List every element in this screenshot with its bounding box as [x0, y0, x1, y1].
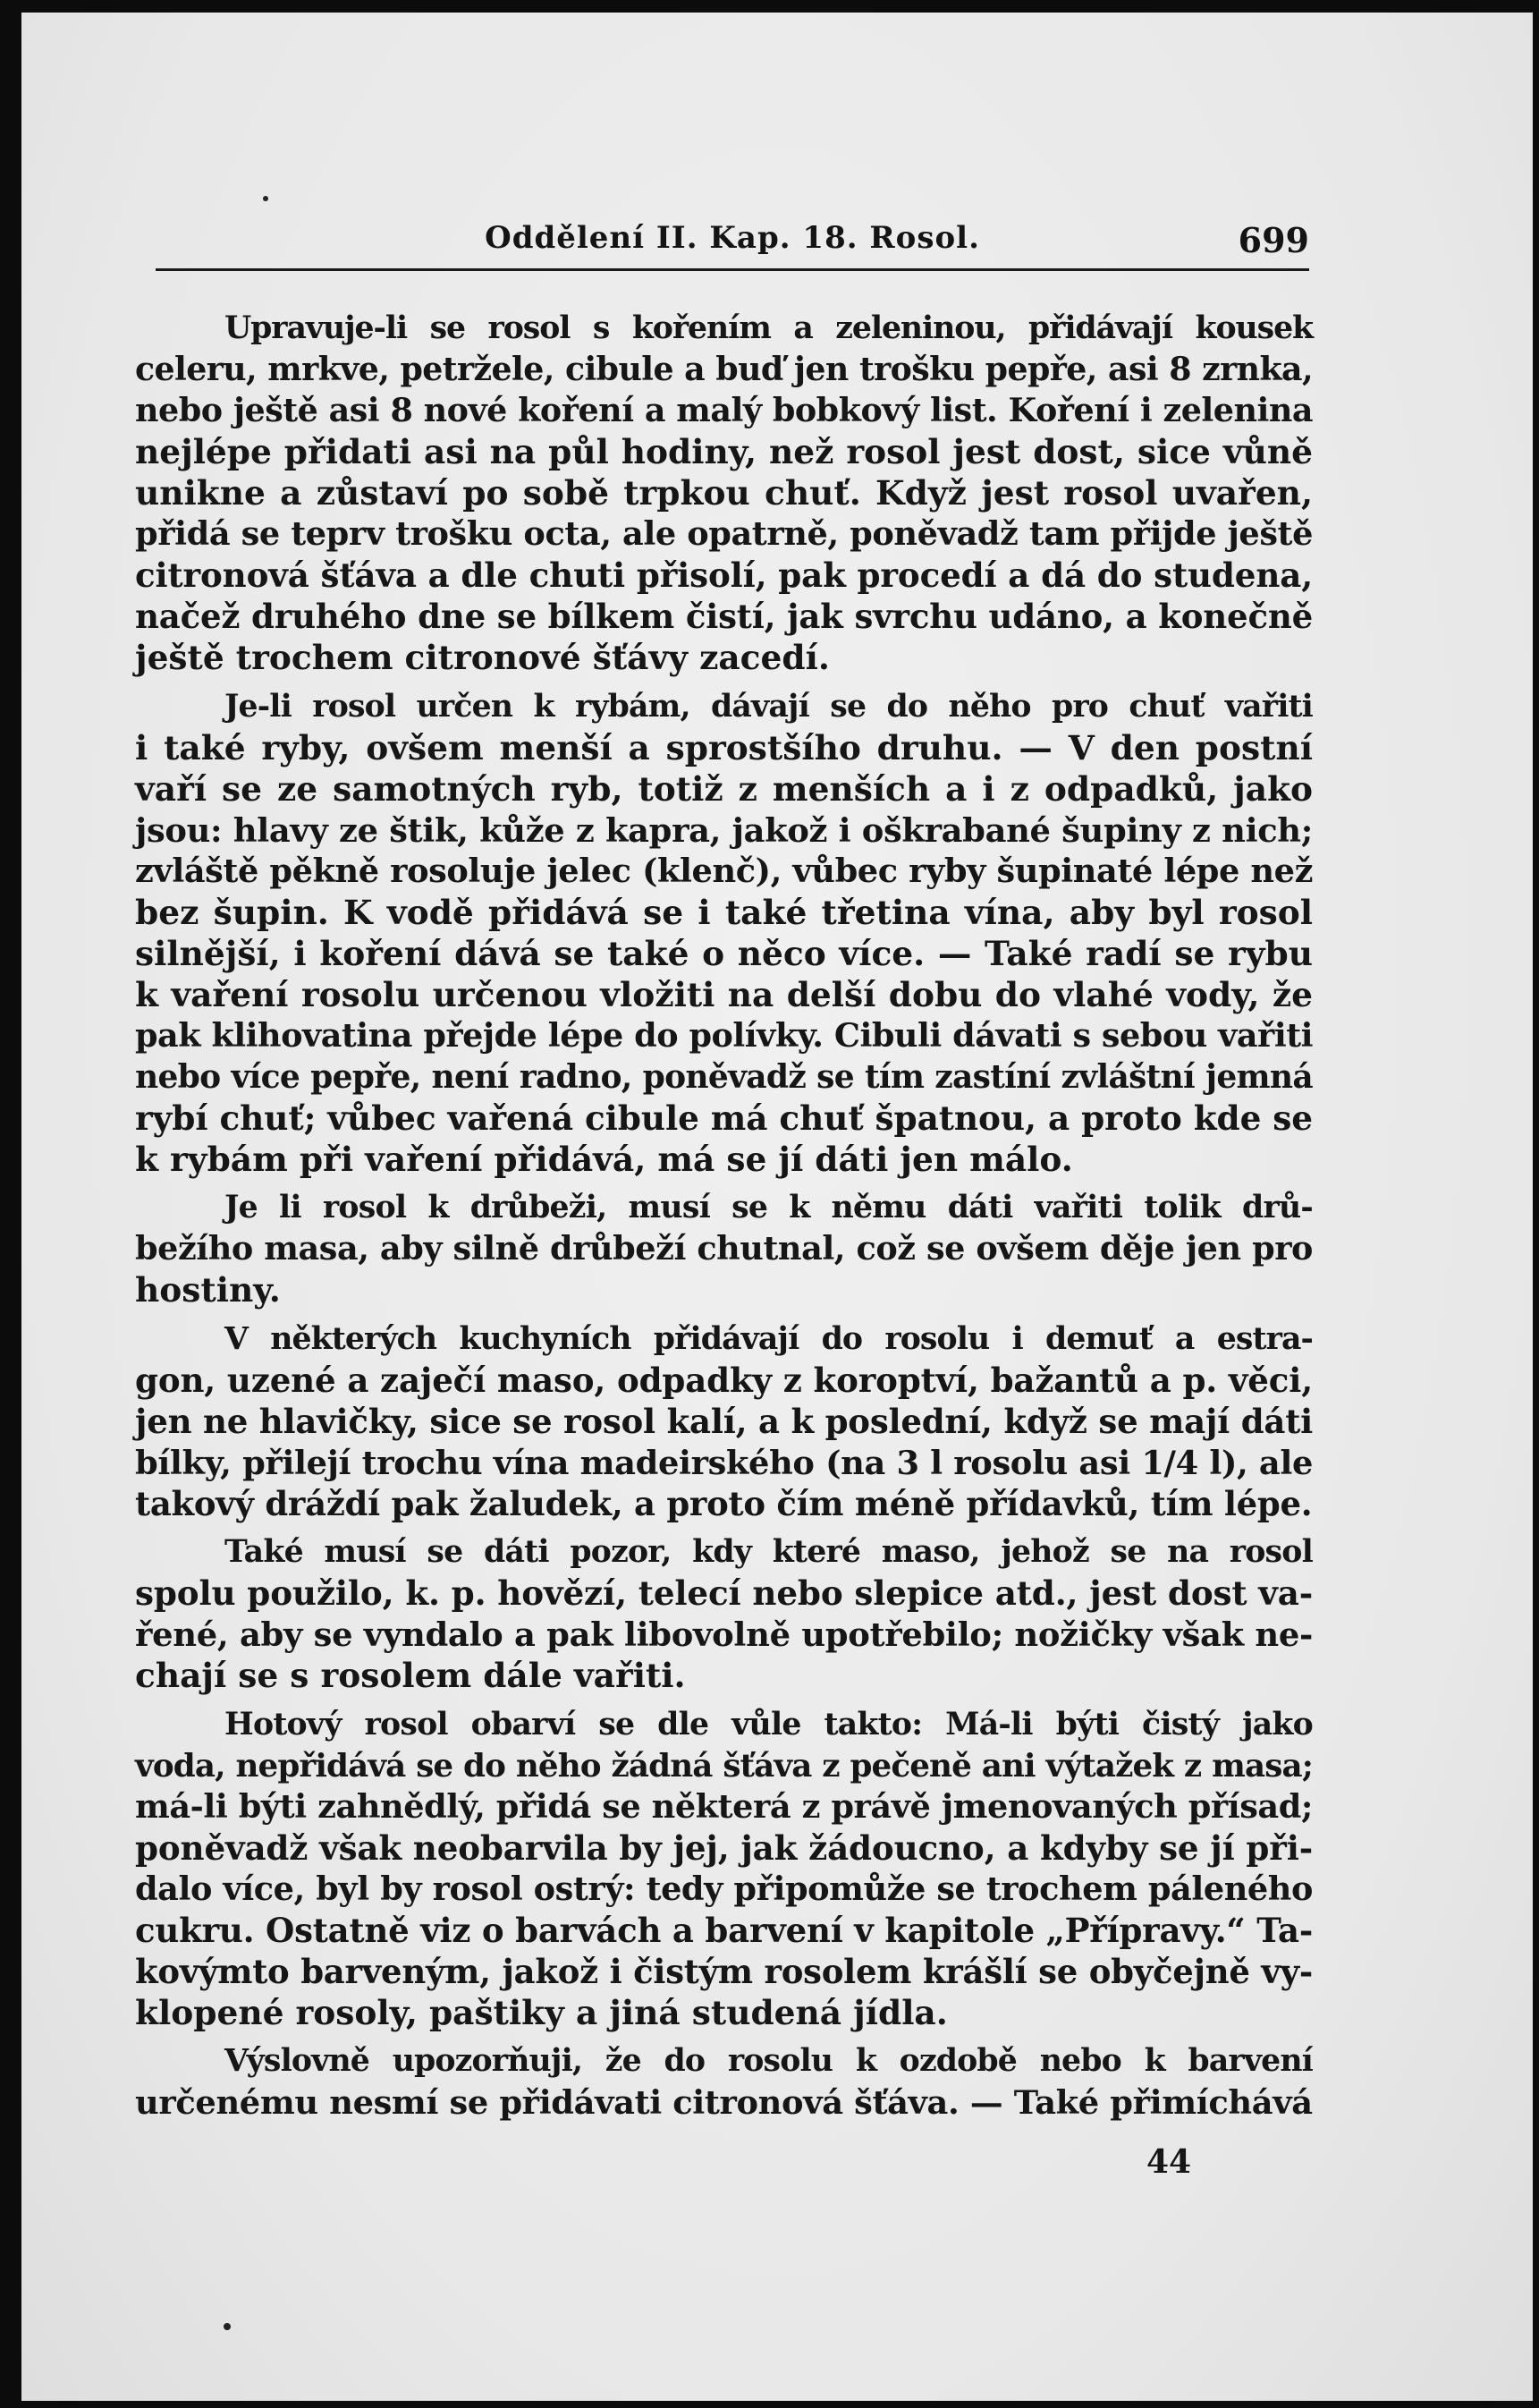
text-line: nebo více pepře, není radno, poněvadž se tím zastíní zvláštní jemná: [135, 1057, 1313, 1096]
paragraph: [135, 1531, 1313, 1696]
text-line: spolu použilo, k. p. hovězí, telecí nebo slepice atd., jest dost va-: [135, 1573, 1314, 1613]
text-line: bez šupin. K vodě přidává se i také třetina vína, aby byl rosol: [135, 892, 1313, 932]
text-line: celeru, mrkve, petržele, cibule a buď jen trošku pepře, asi 8 zrnka,: [135, 350, 1313, 388]
text-line: nebo ještě asi 8 nové koření a malý bobkový list. Koření i zelenina: [135, 391, 1313, 429]
ink-speck: [224, 2323, 231, 2330]
text-line: gon, uzené a zaječí maso, odpadky z koroptví, bažantů a p. věci,: [135, 1360, 1313, 1400]
body-text: [135, 308, 1313, 2131]
text-line: Výslovně upozorňuji, že do rosolu k ozdobě nebo k barvení: [224, 2042, 1313, 2079]
text-line: Hotový rosol obarví se dle vůle takto: Má-li býti čistý jako: [224, 1705, 1313, 1742]
page-number: 699: [1238, 220, 1309, 260]
paragraph: [135, 686, 1313, 1180]
text-line: silnější, i koření dává se také o něco více. — Také radí se rybu: [135, 933, 1313, 973]
paragraph: [135, 1187, 1313, 1310]
text-line: pak klihovatina přejde lépe do polívky. Cibuli dávati s sebou vařiti: [135, 1015, 1313, 1055]
text-line: hostiny.: [135, 1270, 281, 1310]
text-line: ještě trochem citronové šťávy zacedí.: [135, 638, 830, 677]
book-page: [21, 13, 1533, 2401]
text-line: V některých kuchyních přidávají do rosolu i demuť a estra-: [224, 1319, 1313, 1357]
text-line: rybí chuť; vůbec vařená cibule má chuť špatnou, a proto kde se: [135, 1098, 1313, 1138]
text-line: Je-li rosol určen k rybám, dávají se do něho pro chuť vařiti: [224, 687, 1313, 725]
text-line: jsou: hlavy ze štik, kůže z kapra, jakož i oškrabané šupiny z nich;: [135, 810, 1313, 850]
text-line: voda, nepřidává se do něho žádná šťáva z pečeně ani výtažek z masa;: [135, 1746, 1313, 1785]
sheet-signature: 44: [1146, 2143, 1192, 2181]
page-header: [156, 215, 1309, 271]
text-line: Upravuje-li se rosol s kořením a zeleninou, přidávají kousek: [224, 309, 1313, 346]
text-line: klopené rosoly, paštiky a jiná studená jídla.: [135, 1992, 948, 2032]
paragraph: [135, 1704, 1313, 2033]
text-line: Je li rosol k drůbeži, musí se k němu dáti vařiti tolik drů-: [224, 1189, 1313, 1225]
text-line: citronová šťáva a dle chuti přisolí, pak procedí a dá do studena,: [135, 555, 1313, 595]
text-line: zvláště pěkně rosoluje jelec (klenč), vůbec ryby šupinaté lépe než: [135, 851, 1313, 890]
text-line: bílky, přilejí trochu vína madeirského (na 3 l rosolu asi 1/4 l), ale: [135, 1442, 1313, 1482]
text-line: chají se s rosolem dále vařiti.: [135, 1656, 686, 1695]
text-line: načež druhého dne se bílkem čistí, jak svrchu udáno, a konečně: [135, 597, 1313, 636]
text-line: poněvadž však neobarvila by jej, jak žádoucno, a kdyby se jí při-: [135, 1827, 1314, 1868]
text-line: řené, aby se vyndalo a pak libovolně upotřebilo; nožičky však ne-: [135, 1615, 1313, 1654]
text-line: k vaření rosolu určenou vložiti na delší dobu do vlahé vody, že: [135, 974, 1313, 1014]
text-line: kovýmto barveným, jakož i čistým rosolem krášlí se obyčejně vy-: [135, 1951, 1313, 1991]
text-line: nejlépe přidati asi na půl hodiny, než rosol jest dost, sice vůně: [135, 432, 1313, 471]
text-line: určenému nesmí se přidávati citronová šťáva. — Také přimíchává: [135, 2082, 1313, 2122]
paragraph: [135, 2040, 1313, 2123]
text-line: přidá se teprv trošku octa, ale opatrně, poněvadž tam přijde ještě: [135, 514, 1313, 553]
text-line: má-li býti zahnědlý, přidá se některá z právě jmenovaných přísad;: [135, 1786, 1313, 1826]
ink-speck: [263, 196, 268, 201]
text-line: takový dráždí pak žaludek, a proto čím méně přídavků, tím lépe.: [135, 1483, 1313, 1523]
text-line: cukru. Ostatně viz o barvách a barvení v kapitole „Přípravy.“ Ta-: [135, 1910, 1313, 1950]
running-head: Oddělení II. Kap. 18. Rosol.: [485, 220, 980, 256]
text-line: unikne a zůstaví po sobě trpkou chuť. Když jest rosol uvařen,: [135, 473, 1313, 513]
text-line: i také ryby, ovšem menší a sprostšího druhu. — V den postní: [135, 727, 1313, 767]
paragraph: [135, 1318, 1313, 1524]
text-line: jen ne hlavičky, sice se rosol kalí, a k poslední, když se mají dáti: [135, 1401, 1313, 1441]
text-line: k rybám při vaření přidává, má se jí dáti jen málo.: [135, 1139, 1073, 1179]
text-line: Také musí se dáti pozor, kdy které maso, jehož se na rosol: [224, 1533, 1313, 1570]
paragraph: [135, 308, 1313, 678]
text-line: dalo více, byl by rosol ostrý: tedy připomůže se trochem páleného: [135, 1869, 1313, 1908]
text-line: bežího masa, aby silně drůbeží chutnal, což se ovšem děje jen pro: [135, 1229, 1313, 1268]
text-line: vaří se ze samotných ryb, totiž z menších a i z odpadků, jako: [135, 768, 1313, 809]
